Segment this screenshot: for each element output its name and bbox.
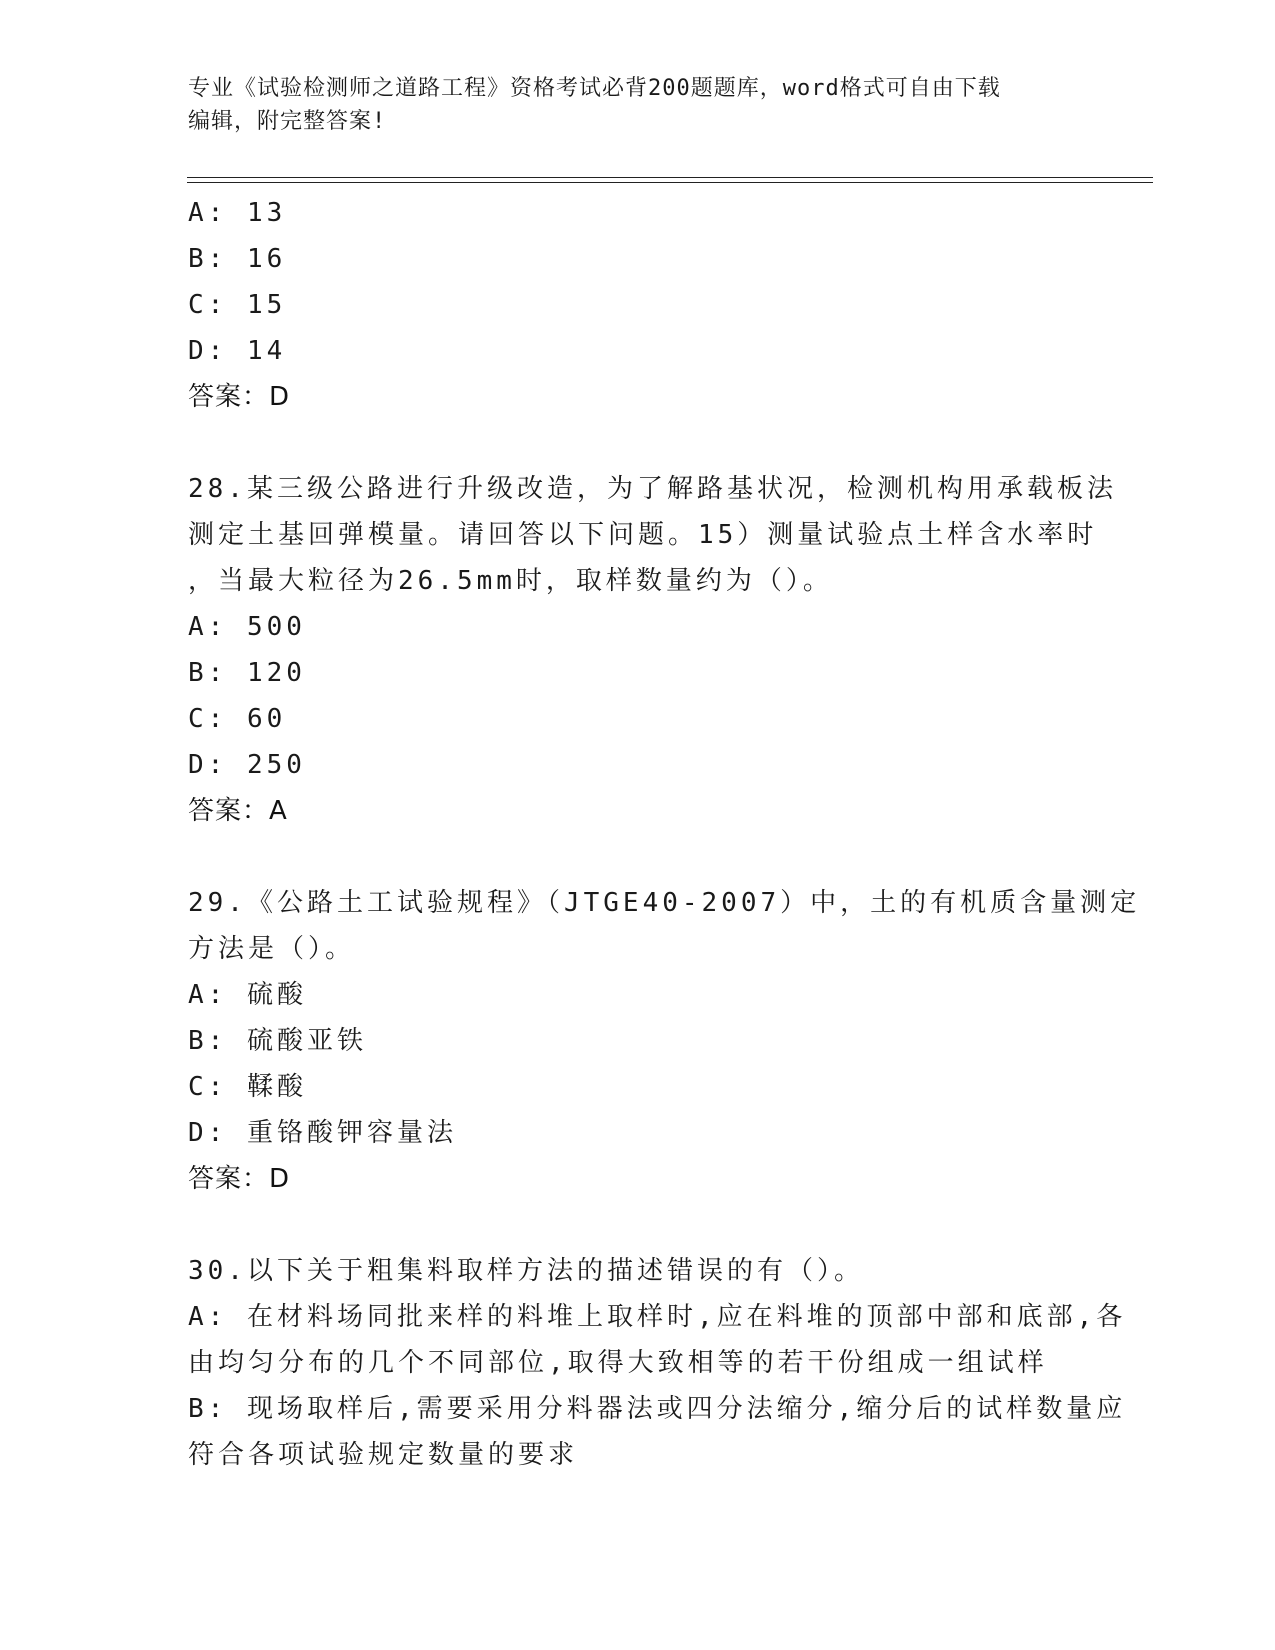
header-line-1: 专业《试验检测师之道路工程》资格考试必背200题题库，word格式可自由下载 [188, 76, 1001, 101]
header-line-2: 编辑，附完整答案! [188, 109, 387, 134]
option-a-line: A: 在材料场同批来样的料堆上取样时,应在料堆的顶部中部和底部,各 [188, 1302, 1127, 1332]
spacer [188, 834, 1088, 880]
page-header [188, 72, 1088, 138]
option-c: C: 60 [188, 704, 287, 734]
spacer [188, 420, 1088, 466]
question-text-line: 29.《公路土工试验规程》（JTGE40-2007）中，土的有机质含量测定 [188, 888, 1141, 918]
question-text-line: 方法是（）。 [188, 934, 356, 964]
answer-line: 答案：D [188, 1164, 291, 1194]
document-body [188, 190, 1141, 1478]
option-d: D: 重铬酸钾容量法 [188, 1118, 457, 1148]
option-c: C: 鞣酸 [188, 1072, 307, 1102]
option-c: C: 15 [188, 290, 287, 320]
spacer [188, 1202, 1088, 1248]
answer-line: 答案：D [188, 382, 291, 412]
option-a: A: 13 [188, 198, 287, 228]
option-b-line: B: 现场取样后,需要采用分料器法或四分法缩分,缩分后的试样数量应 [188, 1394, 1127, 1424]
answer-line: 答案：A [188, 796, 288, 826]
question-28 [188, 466, 1117, 834]
option-b-line: 符合各项试验规定数量的要求 [188, 1440, 579, 1470]
header-rule-top [187, 177, 1153, 178]
option-d: D: 250 [188, 750, 306, 780]
option-a: A: 硫酸 [188, 980, 307, 1010]
option-b: B: 硫酸亚铁 [188, 1026, 367, 1056]
question-27 [188, 190, 1088, 420]
question-text-line: 测定土基回弹模量。请回答以下问题。15）测量试验点土样含水率时 [188, 520, 1098, 550]
option-b: B: 16 [188, 244, 287, 274]
question-30 [188, 1248, 1127, 1478]
question-29 [188, 880, 1141, 1202]
option-a: A: 500 [188, 612, 306, 642]
option-b: B: 120 [188, 658, 306, 688]
question-text-line: 28.某三级公路进行升级改造，为了解路基状况，检测机构用承载板法 [188, 474, 1117, 504]
question-text-line: 30.以下关于粗集料取样方法的描述错误的有（）。 [188, 1256, 864, 1286]
option-a-line: 由均匀分布的几个不同部位,取得大致相等的若干份组成一组试样 [188, 1348, 1048, 1378]
option-d: D: 14 [188, 336, 287, 366]
question-text-line: ，当最大粒径为26.5mm时，取样数量约为（）。 [188, 566, 833, 596]
header-rule-bottom [187, 182, 1153, 183]
